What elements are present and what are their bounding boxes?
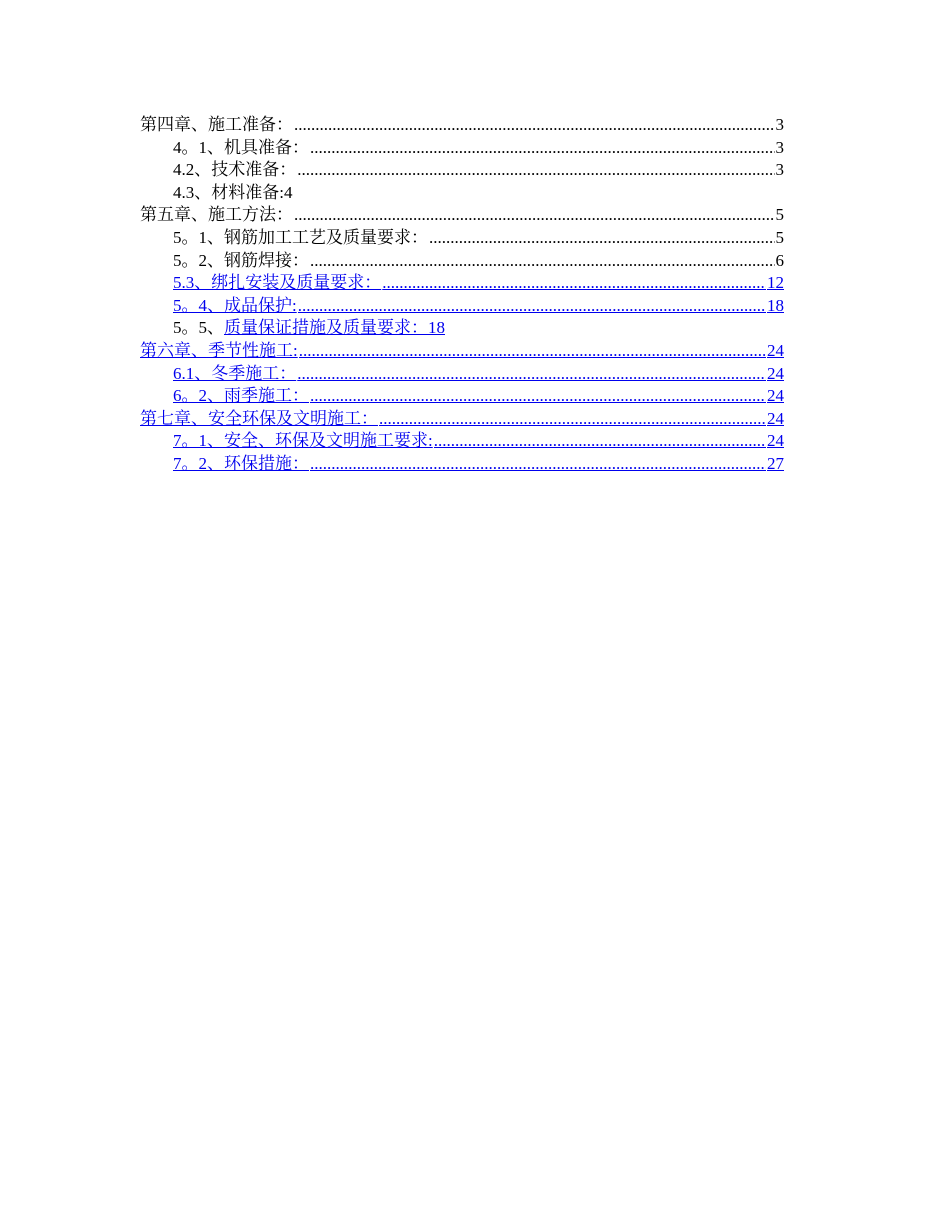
toc-link-7-2[interactable]: [140, 453, 784, 476]
table-of-contents: [140, 114, 784, 476]
toc-entry-chapter-5: [140, 204, 784, 227]
toc-leader-dots: [297, 159, 774, 182]
toc-entry-page: 5: [775, 227, 784, 247]
toc-entry-label: 5。4、成品保护:: [173, 295, 297, 315]
toc-leader-dots: [297, 363, 766, 386]
toc-entry-chapter-4: [140, 114, 784, 137]
toc-entry-page: 3: [775, 160, 784, 180]
toc-entry-label: 5.3、绑扎安装及质量要求：: [173, 273, 382, 293]
toc-entry-label: 5。2、钢筋焊接：: [173, 250, 309, 270]
toc-entry-page: 24: [767, 431, 784, 451]
toc-entry-page: 24: [767, 363, 784, 383]
toc-leader-dots: [294, 114, 775, 137]
toc-entry-5-5: [140, 317, 784, 340]
toc-leader-dots: [299, 340, 766, 363]
toc-leader-dots: [298, 295, 766, 318]
toc-link-5-5[interactable]: 质量保证措施及质量要求：18: [224, 318, 445, 338]
toc-entry-page: 18: [767, 295, 784, 315]
toc-link-5-3[interactable]: [140, 272, 784, 295]
toc-entry-label: 4。1、机具准备：: [173, 137, 309, 157]
toc-entry-page: 24: [767, 340, 784, 360]
toc-entry-5-2: [140, 250, 784, 273]
toc-leader-dots: [310, 453, 766, 476]
toc-link-5-4[interactable]: [140, 295, 784, 318]
toc-link-6-2[interactable]: [140, 385, 784, 408]
toc-entry-label: 第六章、季节性施工:: [140, 340, 298, 360]
toc-leader-dots: [310, 137, 775, 160]
toc-entry-page: 27: [767, 453, 784, 473]
toc-entry-label: 第七章、安全环保及文明施工：: [140, 408, 378, 428]
toc-leader-dots: [434, 430, 766, 453]
toc-link-chapter-6[interactable]: [140, 340, 784, 363]
toc-entry-prefix: 5。5、: [173, 318, 224, 338]
toc-entry-label: 4.3、材料准备:4: [173, 182, 293, 202]
toc-entry-page: 24: [767, 386, 784, 406]
toc-link-6-1[interactable]: [140, 363, 784, 386]
toc-leader-dots: [382, 272, 766, 295]
toc-leader-dots: [429, 227, 775, 250]
toc-link-chapter-7[interactable]: [140, 408, 784, 431]
toc-leader-dots: [310, 385, 766, 408]
toc-entry-4-3: [140, 182, 784, 205]
toc-link-7-1[interactable]: [140, 430, 784, 453]
toc-entry-label: 第四章、施工准备：: [140, 115, 293, 134]
toc-entry-page: 6: [775, 250, 784, 270]
toc-entry-page: 5: [775, 205, 784, 225]
toc-leader-dots: [310, 250, 775, 273]
toc-entry-label: 7。2、环保措施：: [173, 453, 309, 473]
toc-entry-label: 第五章、施工方法：: [140, 205, 293, 225]
toc-leader-dots: [294, 204, 775, 227]
toc-entry-label: 5。1、钢筋加工工艺及质量要求：: [173, 227, 428, 247]
toc-entry-label: 6.1、冬季施工：: [173, 363, 297, 383]
toc-entry-page: 3: [775, 115, 784, 134]
toc-entry-4-2: [140, 159, 784, 182]
toc-entry-label: 4.2、技术准备：: [173, 160, 297, 180]
toc-entry-4-1: [140, 137, 784, 160]
toc-entry-5-1: [140, 227, 784, 250]
toc-entry-page: 12: [767, 273, 784, 293]
toc-entry-label: 7。1、安全、环保及文明施工要求:: [173, 431, 433, 451]
toc-leader-dots: [379, 408, 766, 431]
toc-entry-label: 6。2、雨季施工：: [173, 386, 309, 406]
toc-entry-page: 3: [775, 137, 784, 157]
toc-entry-page: 24: [767, 408, 784, 428]
